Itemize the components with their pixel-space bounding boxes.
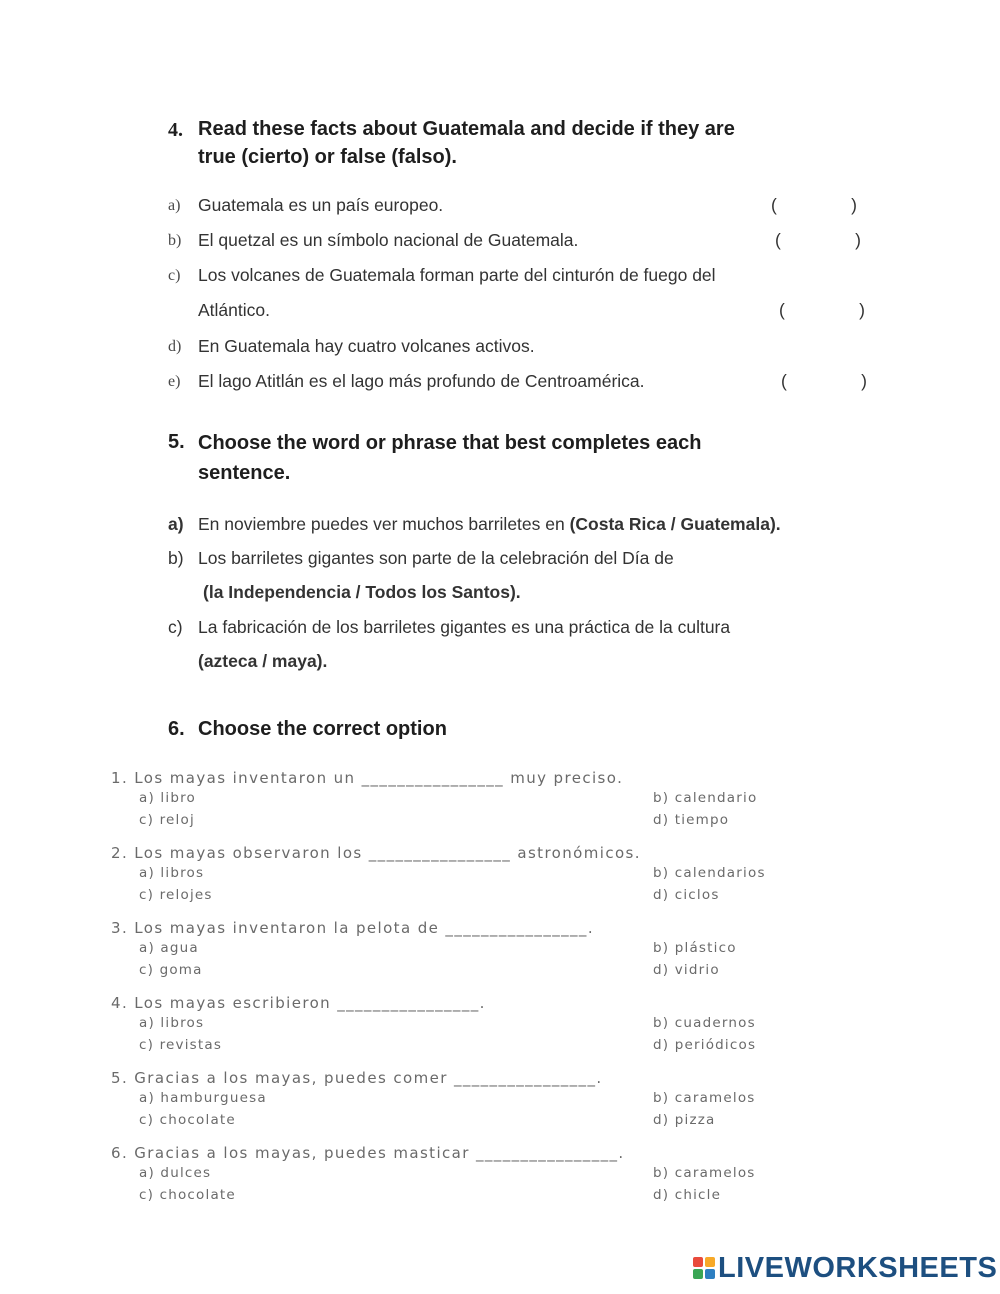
logo-tile bbox=[693, 1257, 703, 1267]
option-a[interactable]: a) agua bbox=[139, 940, 199, 956]
logo-tile bbox=[705, 1269, 715, 1279]
question-text: 1. Los mayas inventaron un ________________ muy preciso. bbox=[111, 769, 624, 787]
option-c[interactable]: c) chocolate bbox=[139, 1112, 236, 1128]
answer-blank[interactable] bbox=[781, 371, 867, 392]
section-5-title-line2: sentence. bbox=[198, 462, 291, 484]
statement-text: El lago Atitlán es el lago más profundo de Centroamérica. bbox=[198, 371, 645, 391]
option-a[interactable]: a) libro bbox=[139, 790, 197, 806]
item-label: e) bbox=[168, 373, 181, 390]
option-b[interactable]: b) calendarios bbox=[653, 865, 766, 881]
answer-blank[interactable] bbox=[779, 300, 865, 321]
question-text: 4. Los mayas escribieron ________________. bbox=[111, 994, 486, 1012]
answer-options[interactable]: (la Independencia / Todos los Santos). bbox=[203, 582, 521, 602]
paren-open: ( bbox=[775, 230, 781, 250]
item-label: c) bbox=[168, 617, 183, 637]
paren-open: ( bbox=[779, 300, 785, 320]
option-b[interactable]: b) plástico bbox=[653, 940, 737, 956]
item-label: c) bbox=[168, 267, 181, 284]
sentence-text: Los barriletes gigantes son parte de la celebración del Día de bbox=[198, 548, 674, 568]
question-text: 6. Gracias a los mayas, puedes masticar ________________. bbox=[111, 1144, 625, 1162]
option-a[interactable]: a) libros bbox=[139, 865, 205, 881]
paren-close: ) bbox=[851, 195, 857, 215]
sentence-text: En noviembre puedes ver muchos barriletes en bbox=[198, 514, 570, 534]
option-b[interactable]: b) caramelos bbox=[653, 1090, 756, 1106]
question-text: 5. Gracias a los mayas, puedes comer ________________. bbox=[111, 1069, 603, 1087]
question-text: 2. Los mayas observaron los ________________ astronómicos. bbox=[111, 844, 641, 862]
option-c[interactable]: c) relojes bbox=[139, 887, 213, 903]
paren-close: ) bbox=[859, 300, 865, 320]
item-label: a) bbox=[168, 197, 181, 214]
paren-open: ( bbox=[771, 195, 777, 215]
liveworksheets-logo-text: LIVEWORKSHEETS bbox=[718, 1252, 998, 1284]
option-c[interactable]: c) revistas bbox=[139, 1037, 223, 1053]
section-4-title-line2: true (cierto) or false (falso). bbox=[198, 146, 457, 168]
option-d[interactable]: d) ciclos bbox=[653, 887, 720, 903]
option-a[interactable]: a) hamburguesa bbox=[139, 1090, 267, 1106]
sentence-text: La fabricación de los barriletes gigantes es una práctica de la cultura bbox=[198, 617, 731, 637]
answer-options[interactable]: (azteca / maya). bbox=[198, 651, 328, 671]
logo-tile bbox=[705, 1257, 715, 1267]
option-d[interactable]: d) pizza bbox=[653, 1112, 716, 1128]
option-c[interactable]: c) reloj bbox=[139, 812, 195, 828]
option-b[interactable]: b) cuadernos bbox=[653, 1015, 756, 1031]
question-text: 3. Los mayas inventaron la pelota de ________________. bbox=[111, 919, 594, 937]
sentence-line bbox=[198, 514, 781, 535]
option-b[interactable]: b) caramelos bbox=[653, 1165, 756, 1181]
answer-blank[interactable] bbox=[775, 230, 861, 251]
item-label: b) bbox=[168, 232, 182, 249]
option-d[interactable]: d) vidrio bbox=[653, 962, 720, 978]
item-label: b) bbox=[168, 548, 184, 568]
option-d[interactable]: d) chicle bbox=[653, 1187, 722, 1203]
section-4-number: 4. bbox=[168, 119, 183, 141]
item-label: d) bbox=[168, 338, 182, 355]
section-5-title-line1: Choose the word or phrase that best completes each bbox=[198, 432, 702, 454]
option-c[interactable]: c) goma bbox=[139, 962, 203, 978]
answer-options[interactable]: (Costa Rica / Guatemala). bbox=[569, 514, 781, 534]
statement-text-continued: Atlántico. bbox=[198, 300, 270, 320]
option-c[interactable]: c) chocolate bbox=[139, 1187, 236, 1203]
paren-close: ) bbox=[861, 371, 867, 391]
paren-open: ( bbox=[781, 371, 787, 391]
statement-text: En Guatemala hay cuatro volcanes activos. bbox=[198, 336, 535, 356]
statement-text: Guatemala es un país europeo. bbox=[198, 195, 444, 215]
logo-tile bbox=[693, 1269, 703, 1279]
section-6-number: 6. bbox=[168, 718, 185, 740]
option-b[interactable]: b) calendario bbox=[653, 790, 758, 806]
option-a[interactable]: a) libros bbox=[139, 1015, 205, 1031]
item-label: a) bbox=[168, 514, 184, 534]
option-a[interactable]: a) dulces bbox=[139, 1165, 212, 1181]
paren-close: ) bbox=[855, 230, 861, 250]
option-d[interactable]: d) periódicos bbox=[653, 1037, 757, 1053]
statement-text: El quetzal es un símbolo nacional de Guatemala. bbox=[198, 230, 579, 250]
liveworksheets-logo-icon bbox=[693, 1257, 715, 1279]
section-5-number: 5. bbox=[168, 431, 185, 453]
answer-blank[interactable] bbox=[771, 195, 857, 216]
section-6-title: Choose the correct option bbox=[198, 718, 447, 740]
statement-text: Los volcanes de Guatemala forman parte del cinturón de fuego del bbox=[198, 265, 716, 285]
section-4-title-line1: Read these facts about Guatemala and decide if they are bbox=[198, 118, 735, 140]
option-d[interactable]: d) tiempo bbox=[653, 812, 730, 828]
